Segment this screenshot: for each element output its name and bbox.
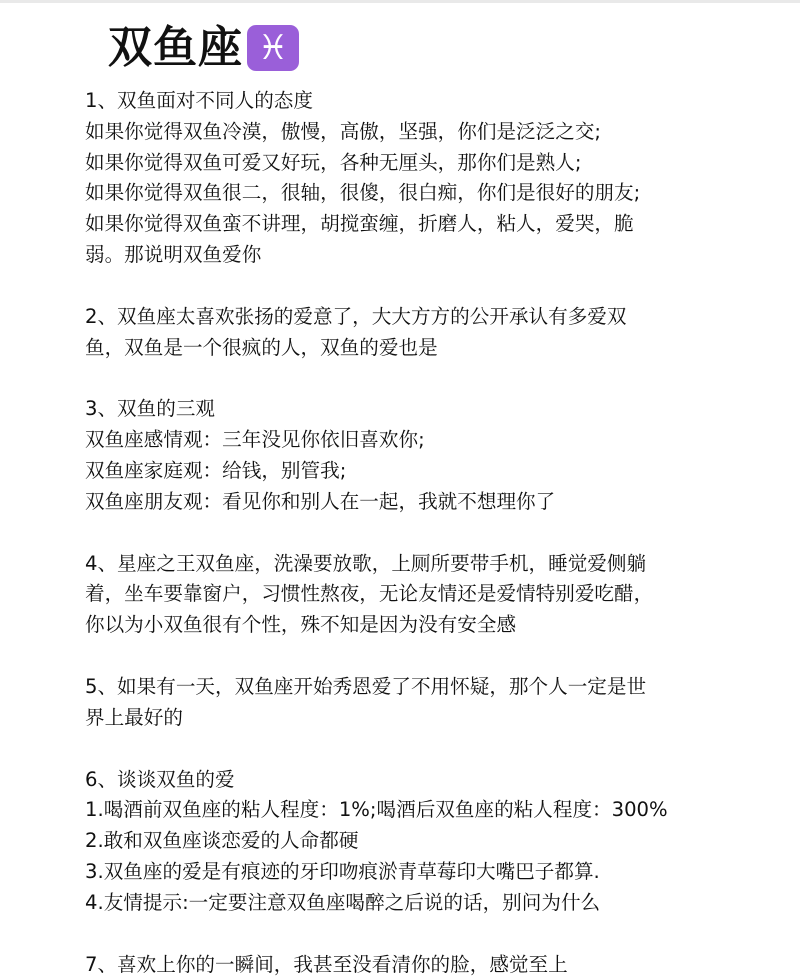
section-heading: 5、如果有一天，双鱼座开始秀恩爱了不用怀疑，那个人一定是世 <box>85 674 647 698</box>
page-title: 双鱼座 <box>108 22 243 73</box>
section-3 <box>85 394 785 517</box>
text-line: 双鱼座朋友观：看见你和别人在一起，我就不想理你了 <box>85 489 556 513</box>
text-line: 如果你觉得双鱼很二，很轴，很傻，很白痴，你们是很好的朋友; <box>85 181 641 205</box>
article-body <box>85 86 785 980</box>
section-heading: 7、喜欢上你的一瞬间，我甚至没看清你的脸，感觉至上 <box>85 952 568 976</box>
top-edge-divider <box>0 0 800 3</box>
text-line: 你以为小双鱼很有个性，殊不知是因为没有安全感 <box>85 613 517 637</box>
page-title-row <box>108 18 299 78</box>
section-4 <box>85 549 785 641</box>
text-line: 2.敢和双鱼座谈恋爱的人命都硬 <box>85 829 359 853</box>
section-7 <box>85 950 785 980</box>
text-line: 4.友情提示:一定要注意双鱼座喝醉之后说的话，别问为什么 <box>85 890 601 914</box>
text-line: 双鱼座家庭观：给钱，别管我; <box>85 458 347 482</box>
section-heading: 2、双鱼座太喜欢张扬的爱意了，大大方方的公开承认有多爱双 <box>85 304 627 328</box>
section-heading: 1、双鱼面对不同人的态度 <box>85 89 313 112</box>
text-line: 界上最好的 <box>85 705 183 729</box>
section-heading: 4、星座之王双鱼座，洗澡要放歌，上厕所要带手机，睡觉爱侧躺 <box>85 551 647 575</box>
section-heading: 3、双鱼的三观 <box>85 397 216 421</box>
section-2 <box>85 302 785 364</box>
text-line: 着，坐车要靠窗户，习惯性熬夜，无论友情还是爱情特别爱吃醋， <box>85 582 654 606</box>
text-line: 弱。那说明双鱼爱你 <box>85 242 262 266</box>
section-5 <box>85 672 785 734</box>
section-1 <box>85 86 785 271</box>
text-line: 3.双鱼座的爱是有痕迹的牙印吻痕淤青草莓印大嘴巴子都算. <box>85 859 600 883</box>
pisces-zodiac-icon: ♓ <box>247 25 299 71</box>
text-line: 1.喝酒前双鱼座的粘人程度：1%;喝酒后双鱼座的粘人程度：300% <box>85 798 668 822</box>
section-heading: 6、谈谈双鱼的爱 <box>85 767 235 791</box>
text-line: 如果你觉得双鱼蛮不讲理，胡搅蛮缠，折磨人，粘人，爱哭，脆 <box>85 212 634 236</box>
section-6 <box>85 765 785 919</box>
text-line: 如果你觉得双鱼可爱又好玩，各种无厘头，那你们是熟人; <box>85 150 582 174</box>
text-line: 鱼，双鱼是一个很疯的人，双鱼的爱也是 <box>85 335 438 359</box>
text-line: 双鱼座感情观：三年没见你依旧喜欢你; <box>85 428 425 452</box>
text-line: 如果你觉得双鱼冷漠，傲慢，高傲，坚强，你们是泛泛之交; <box>85 119 602 143</box>
